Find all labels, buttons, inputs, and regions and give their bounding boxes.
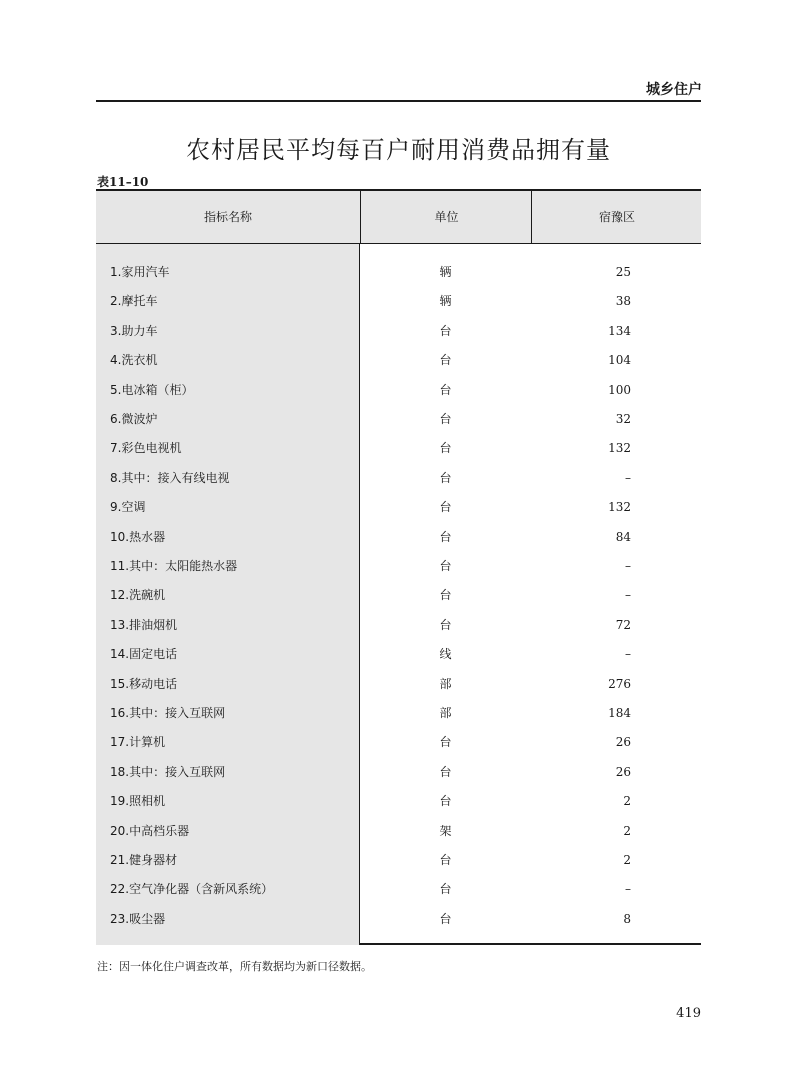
row-unit: 台 <box>439 911 452 926</box>
row-value: 276 <box>608 676 631 691</box>
row-name: 5.电冰箱（柜） <box>110 382 194 397</box>
row-name: 12.洗碗机 <box>110 588 166 603</box>
row-value: 26 <box>615 735 631 750</box>
row-value: 2 <box>623 794 631 809</box>
table-row <box>96 320 701 342</box>
row-value: 134 <box>608 323 631 338</box>
row-name: 7.彩色电视机 <box>110 441 182 456</box>
row-unit: 辆 <box>439 294 452 309</box>
row-value: 2 <box>623 853 631 867</box>
row-unit: 台 <box>439 588 452 603</box>
row-unit: 台 <box>439 470 452 485</box>
row-value: 38 <box>615 294 631 309</box>
row-name: 3.助力车 <box>110 323 158 338</box>
column-header-name: 指标名称 <box>203 210 252 224</box>
row-unit: 部 <box>439 676 452 691</box>
table-code: 表11–10 <box>97 175 149 189</box>
table-row <box>96 908 701 930</box>
table-row <box>96 496 701 518</box>
row-unit: 台 <box>439 441 452 456</box>
row-value: 25 <box>615 265 631 279</box>
row-value: – <box>625 559 631 573</box>
row-unit: 辆 <box>439 265 452 279</box>
table-row <box>96 379 701 401</box>
row-unit: 台 <box>439 323 452 338</box>
table-row <box>96 584 701 606</box>
row-name: 21.健身器材 <box>110 853 178 867</box>
table-row <box>96 673 701 695</box>
row-name: 14.固定电话 <box>110 647 178 662</box>
table-row <box>96 408 701 430</box>
row-name: 22.空气净化器（含新风系统） <box>110 882 274 897</box>
row-unit: 部 <box>439 706 452 720</box>
row-value: 26 <box>615 764 631 779</box>
row-value: 2 <box>623 823 631 838</box>
row-value: 100 <box>608 382 631 397</box>
row-name: 15.移动电话 <box>110 676 178 691</box>
row-unit: 台 <box>439 882 452 897</box>
row-unit: 台 <box>439 794 452 809</box>
row-name: 11.其中：太阳能热水器 <box>110 559 238 573</box>
table-row <box>96 761 701 783</box>
row-value: – <box>625 588 631 603</box>
row-name: 6.微波炉 <box>110 412 158 426</box>
table-row <box>96 731 701 753</box>
table-row <box>96 349 701 371</box>
row-value: 84 <box>615 529 631 544</box>
row-unit: 台 <box>439 412 452 426</box>
row-unit: 台 <box>439 382 452 397</box>
row-name: 4.洗衣机 <box>110 353 158 368</box>
table-header <box>96 191 701 244</box>
column-header-value: 宿豫区 <box>531 191 702 243</box>
table-row <box>96 555 701 577</box>
row-unit: 架 <box>439 823 452 838</box>
page-number: 419 <box>676 1006 701 1021</box>
row-value: – <box>625 647 631 662</box>
row-value: 132 <box>608 500 631 515</box>
table-row <box>96 878 701 900</box>
row-value: 32 <box>615 412 631 426</box>
row-unit: 线 <box>439 647 452 662</box>
page-title: 农村居民平均每百户耐用消费品拥有量 <box>186 136 611 164</box>
table-row <box>96 790 701 812</box>
row-value: 104 <box>608 353 631 368</box>
row-name: 10.热水器 <box>110 529 166 544</box>
row-unit: 台 <box>439 735 452 750</box>
table-row <box>96 467 701 489</box>
row-name: 8.其中：接入有线电视 <box>110 470 230 485</box>
table-row <box>96 261 701 283</box>
table-row <box>96 643 701 665</box>
row-name: 20.中高档乐器 <box>110 823 190 838</box>
header-rule <box>96 100 701 102</box>
row-value: 72 <box>615 617 631 632</box>
table-row <box>96 820 701 842</box>
column-header-unit: 单位 <box>360 191 532 243</box>
row-name: 23.吸尘器 <box>110 911 166 926</box>
row-name: 13.排油烟机 <box>110 617 178 632</box>
row-unit: 台 <box>439 353 452 368</box>
row-name: 1.家用汽车 <box>110 265 170 279</box>
row-name: 18.其中：接入互联网 <box>110 764 226 779</box>
row-name: 17.计算机 <box>110 735 166 750</box>
footnote: 注：因一体化住户调查改革，所有数据均为新口径数据。 <box>97 960 372 973</box>
row-value: 8 <box>623 911 631 926</box>
row-unit: 台 <box>439 853 452 867</box>
section-tag: 城乡住户 <box>646 82 702 98</box>
table-row <box>96 849 701 871</box>
table-row <box>96 702 701 724</box>
row-name: 9.空调 <box>110 500 146 515</box>
row-name: 2.摩托车 <box>110 294 158 309</box>
row-name: 19.照相机 <box>110 794 166 809</box>
row-unit: 台 <box>439 529 452 544</box>
row-value: – <box>625 470 631 485</box>
row-unit: 台 <box>439 764 452 779</box>
row-value: 132 <box>608 441 631 456</box>
table-row <box>96 290 701 312</box>
table-row <box>96 437 701 459</box>
row-value: 184 <box>608 706 631 720</box>
row-unit: 台 <box>439 617 452 632</box>
row-value: – <box>625 882 631 897</box>
table-row <box>96 526 701 548</box>
row-unit: 台 <box>439 500 452 515</box>
row-unit: 台 <box>439 559 452 573</box>
table-row <box>96 614 701 636</box>
row-name: 16.其中：接入互联网 <box>110 706 226 720</box>
data-table <box>96 189 701 945</box>
